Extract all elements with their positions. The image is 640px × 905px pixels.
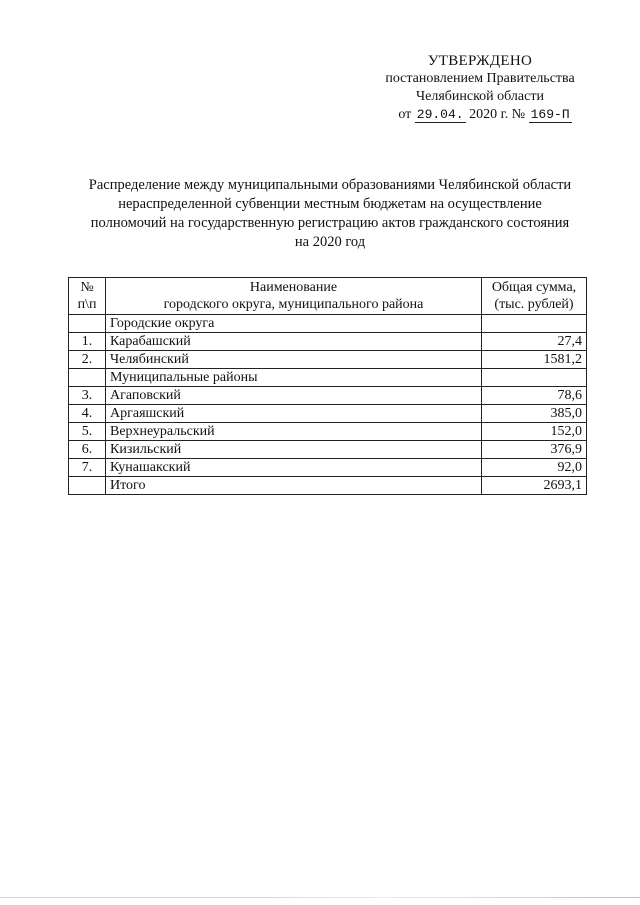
- title-line-1: Распределение между муниципальными образованиями Челябинской области: [88, 177, 572, 193]
- table-row: [69, 459, 587, 477]
- header-num-line-1: №: [80, 280, 94, 295]
- approval-date-line: [370, 106, 600, 124]
- header-sum-line-1: Общая сумма,: [491, 280, 577, 295]
- row-sum: 385,0: [482, 405, 587, 423]
- row-name: Итого: [106, 477, 482, 495]
- table-row: [69, 405, 587, 423]
- title-line-2: нераспределенной субвенции местным бюджетам на осуществление: [118, 196, 542, 212]
- row-num: [69, 369, 106, 387]
- table-row: [69, 423, 587, 441]
- approval-date: 29.04.: [416, 107, 464, 122]
- row-num: 7.: [69, 459, 106, 477]
- header-name: [106, 278, 482, 315]
- row-sum: 2693,1: [482, 477, 587, 495]
- table-header-row: [69, 278, 587, 315]
- table-row: [69, 441, 587, 459]
- approval-line-2: Челябинской области: [416, 89, 544, 104]
- table-row: [69, 351, 587, 369]
- row-num: 1.: [69, 333, 106, 351]
- row-num: 5.: [69, 423, 106, 441]
- row-name: Городские округа: [106, 315, 482, 333]
- table-row: [69, 333, 587, 351]
- title-line-4: на 2020 год: [294, 234, 366, 250]
- approval-from: от: [398, 107, 412, 122]
- header-name-line-1: Наименование: [249, 280, 338, 295]
- header-sum: [482, 278, 587, 315]
- row-sum: 152,0: [482, 423, 587, 441]
- row-sum: 376,9: [482, 441, 587, 459]
- distribution-table: [68, 277, 587, 495]
- table-row-total: [69, 477, 587, 495]
- scan-edge-line: [0, 897, 640, 898]
- row-sum: 1581,2: [482, 351, 587, 369]
- header-num-line-2: п\п: [77, 297, 97, 312]
- header-name-line-2: городского округа, муниципального района: [163, 297, 424, 312]
- row-sum: [482, 315, 587, 333]
- header-num: [69, 278, 106, 315]
- approval-stamp: [360, 52, 600, 124]
- table-row: [69, 315, 587, 333]
- document-title: [70, 176, 590, 252]
- table-row: [69, 387, 587, 405]
- row-sum: 78,6: [482, 387, 587, 405]
- header-sum-line-2: (тыс. рублей): [494, 297, 574, 312]
- row-num: [69, 315, 106, 333]
- row-sum: 27,4: [482, 333, 587, 351]
- table-row: [69, 369, 587, 387]
- row-name: Аргаяшский: [106, 405, 482, 423]
- approval-line-1: постановлением Правительства: [385, 71, 575, 86]
- row-num: [69, 477, 106, 495]
- row-name: Кунашакский: [106, 459, 482, 477]
- row-name: Челябинский: [106, 351, 482, 369]
- row-num: 4.: [69, 405, 106, 423]
- row-num: 6.: [69, 441, 106, 459]
- approval-year: 2020 г.: [469, 107, 509, 122]
- row-sum: [482, 369, 587, 387]
- row-name: Агаповский: [106, 387, 482, 405]
- row-name: Верхнеуральский: [106, 423, 482, 441]
- approval-number-sign: №: [511, 107, 526, 122]
- title-line-3: полномочий на государственную регистрацию актов гражданского состояния: [90, 215, 570, 231]
- row-name: Карабашский: [106, 333, 482, 351]
- approval-number: 169-П: [530, 107, 570, 122]
- row-num: 2.: [69, 351, 106, 369]
- approval-heading: УТВЕРЖДЕНО: [427, 53, 533, 69]
- row-sum: 92,0: [482, 459, 587, 477]
- row-name: Муниципальные районы: [106, 369, 482, 387]
- row-num: 3.: [69, 387, 106, 405]
- row-name: Кизильский: [106, 441, 482, 459]
